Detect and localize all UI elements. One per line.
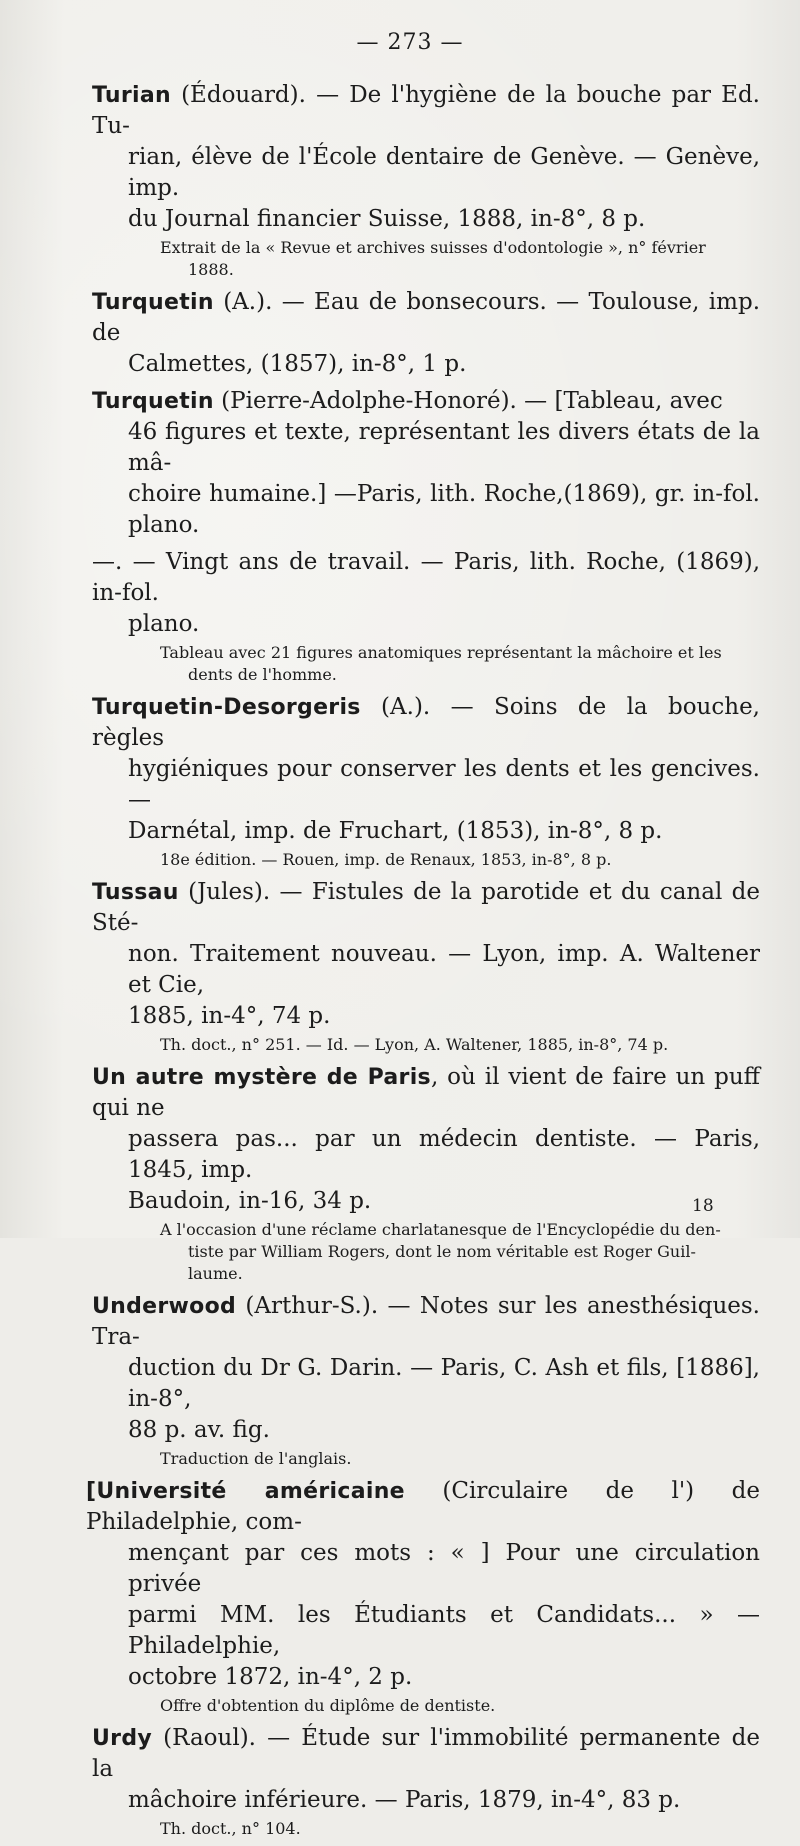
entry-text: Turquetin-Desorgeris (A.). — Soins de la bouche, règles hygiéniques pour conserver les dents et les gencives. — Darnétal, imp. de Fruchart, (1853), in-8°, 8 p. bbox=[92, 694, 760, 844]
entry-note: A l'occasion d'une réclame charlatanesque de l'Encyclopédie du den- tiste par William Rogers, dont le nom véritable est Roger Guil- laume. bbox=[160, 1220, 721, 1283]
bibliography-entry bbox=[92, 1291, 760, 1470]
entry-author: [Université américaine bbox=[86, 1479, 405, 1504]
page-number: — 273 — bbox=[356, 30, 464, 55]
bibliography-entry bbox=[92, 80, 760, 281]
bibliography-entry bbox=[92, 692, 760, 871]
bibliography-entry bbox=[92, 1723, 760, 1840]
entry-text: Turquetin (A.). — Eau de bonsecours. — Toulouse, imp. de Calmettes, (1857), in-8°, 1 p. bbox=[92, 289, 760, 377]
entry-note: Traduction de l'anglais. bbox=[160, 1449, 352, 1468]
entry-text: Urdy (Raoul). — Étude sur l'immobilité permanente de la mâchoire inférieure. — Paris, 1879, in-4°, 83 p. bbox=[92, 1725, 760, 1813]
entry-note: Extrait de la « Revue et archives suisses d'odontologie », n° février 1888. bbox=[160, 238, 706, 279]
entry-text: Underwood (Arthur-S.). — Notes sur les anesthésiques. Tra- duction du Dr G. Darin. — Paris, C. Ash et fils, [1886], in-8°, 88 p. av. fig. bbox=[92, 1293, 760, 1443]
bibliography-entry bbox=[92, 547, 760, 686]
entry-note: Th. doct., n° 251. — Id. — Lyon, A. Waltener, 1885, in-8°, 74 p. bbox=[160, 1035, 669, 1054]
entry-text: Un autre mystère de Paris, où il vient de faire un puff qui ne passera pas... par un médecin dentiste. — Paris, 1845, imp. Baudoin, in-16, 34 p. bbox=[92, 1064, 760, 1214]
bibliography-entry bbox=[92, 287, 760, 380]
entry-author: Tussau bbox=[92, 880, 179, 905]
entry-author: Underwood bbox=[92, 1294, 237, 1319]
entry-note: Tableau avec 21 figures anatomiques représentant la mâchoire et les dents de l'homme. bbox=[160, 643, 722, 684]
entry-author: Turquetin bbox=[92, 389, 214, 414]
entry-text: —. — Vingt ans de travail. — Paris, lith. Roche, (1869), in-fol. plano. bbox=[92, 549, 760, 637]
entry-note: Th. doct., n° 104. bbox=[160, 1819, 301, 1838]
entry-author: Turian bbox=[92, 83, 171, 108]
entry-text: Turian (Édouard). — De l'hygiène de la bouche par Ed. Tu- rian, élève de l'École dentaire de Genève. — Genève, imp. du Journal financier Suisse, 1888, in-8°, 8 p. bbox=[92, 82, 760, 232]
entry-text: Tussau (Jules). — Fistules de la parotide et du canal de Sté- non. Traitement nouveau. — Lyon, imp. A. Waltener et Cie, 1885, in-4°, 74 p. bbox=[92, 879, 760, 1029]
bibliography-entry bbox=[92, 877, 760, 1056]
entry-author: Turquetin bbox=[92, 290, 214, 315]
entry-text: Turquetin (Pierre-Adolphe-Honoré). — [Tableau, avec 46 figures et texte, représentant les divers états de la mâ- choire humaine.] —Paris, lith. Roche,(1869), gr. in-fol. plano. bbox=[92, 388, 760, 538]
entry-text: [Université américaine (Circulaire de l') de Philadelphie, com- mençant par ces mots : « ] Pour une circulation privée parmi MM. les Étudiants et Candidats... » — Philadelphie, octobre 1872, in-4°, 2 p. bbox=[86, 1478, 760, 1690]
entry-note: 18e édition. — Rouen, imp. de Renaux, 1853, in-8°, 8 p. bbox=[160, 850, 612, 869]
bibliography-entry bbox=[86, 1476, 760, 1717]
bibliography-entry bbox=[92, 386, 760, 541]
entry-note: Offre d'obtention du diplôme de dentiste. bbox=[160, 1696, 496, 1715]
bibliography-entries bbox=[86, 80, 760, 1846]
entry-author: Urdy bbox=[92, 1726, 153, 1751]
bibliography-entry bbox=[92, 1062, 760, 1285]
entry-author: Un autre mystère de Paris bbox=[92, 1065, 431, 1090]
entry-author: Turquetin-Desorgeris bbox=[92, 695, 361, 720]
signature-mark: 18 bbox=[692, 1196, 714, 1216]
